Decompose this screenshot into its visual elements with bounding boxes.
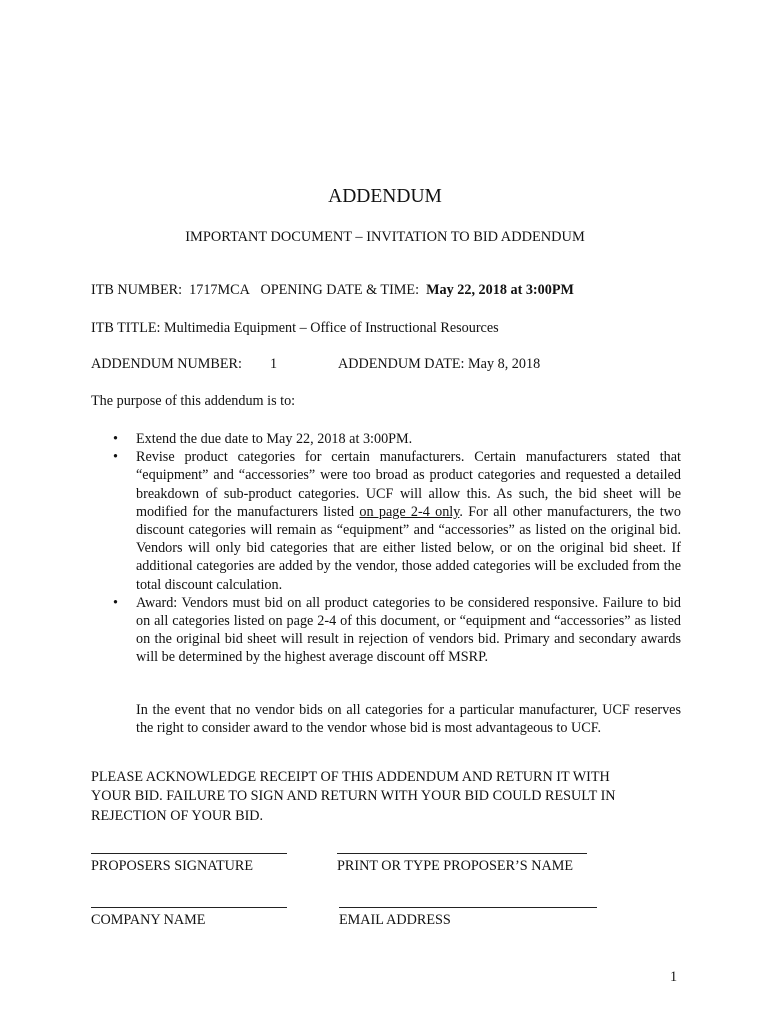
page-reference-underlined: on page 2-4 only [359,503,460,520]
acknowledge-line: REJECTION OF YOUR BID. [91,807,264,824]
purpose-list [91,430,681,667]
itb-number-label: ITB NUMBER: [91,282,183,298]
email-address-label: EMAIL ADDRESS [339,912,451,928]
addendum-date-value: May 8, 2018 [468,356,541,372]
email-line[interactable] [339,907,597,908]
opening-date-label: OPENING DATE & TIME: [260,282,420,298]
itb-title-label: ITB TITLE: [91,320,161,336]
list-item [91,594,681,667]
itb-number-row [91,282,574,299]
bullet-icon: • [113,449,118,466]
proposers-signature-label: PROPOSERS SIGNATURE [91,858,254,874]
addendum-date-label: ADDENDUM DATE: [338,356,465,372]
bullet-text: Revise product categories for certain manufacturers. Certain manufacturers stated that “equipment” and “accessories” were too broad as product categories and requested a detailed breakdown of sub-product categories. UCF will allow this. As such, the bid sheet will be modified for the manufacturers listed [136,449,681,520]
bullet-icon: • [113,431,118,447]
company-line[interactable] [91,907,287,908]
addendum-number-label: ADDENDUM NUMBER: [91,356,242,372]
list-item [91,430,681,448]
acknowledge-line: PLEASE ACKNOWLEDGE RECEIPT OF THIS ADDENDUM AND RETURN IT WITH [91,769,610,785]
acknowledge-notice [91,768,691,826]
document-title: ADDENDUM [328,186,442,207]
bullet-text-continued: . For all other manufacturers, the two discount categories will remain as “equipment” and “accessories” as listed on the original bid. Vendors will only bid categories that are either listed below, or on the original bid sheet. If additional categories are added by the vendor, those added categories will be excluded from the total discount calculation. [136,503,681,593]
itb-number-value: 1717MCA [189,282,250,298]
signature-line[interactable] [91,853,287,854]
acknowledge-line: YOUR BID. FAILURE TO SIGN AND RETURN WITH YOUR BID COULD RESULT IN [91,788,616,805]
itb-title-value: Multimedia Equipment – Office of Instructional Resources [164,320,499,336]
opening-date-value: May 22, 2018 at 3:00PM [426,282,574,298]
addendum-date-row [338,356,540,373]
document-subtitle: IMPORTANT DOCUMENT – INVITATION TO BID ADDENDUM [185,229,585,245]
list-item [91,448,681,594]
purpose-intro: The purpose of this addendum is to: [91,393,296,409]
addendum-number-value: 1 [270,356,278,372]
itb-title-row [91,320,499,337]
event-paragraph: In the event that no vendor bids on all categories for a particular manufacturer, UCF reserves the right to consider award to the vendor whose bid is most advantageous to UCF. [136,702,681,737]
bullet-text: Extend the due date to May 22, 2018 at 3:00PM. [136,431,413,447]
page-number: 1 [670,969,678,985]
print-name-label: PRINT OR TYPE PROPOSER’S NAME [337,858,573,874]
bullet-text: Award: Vendors must bid on all product categories to be considered responsive. Failure to bid on all categories listed on page 2-4 of this document, or “equipment and “accessories” as listed on the original bid sheet will result in rejection of vendors bid. Primary and secondary awards will be determined by the highest average discount off MSRP. [136,594,681,666]
company-name-label: COMPANY NAME [91,912,206,928]
addendum-number-row [91,356,242,373]
name-line[interactable] [337,853,587,854]
bullet-icon: • [113,594,118,611]
